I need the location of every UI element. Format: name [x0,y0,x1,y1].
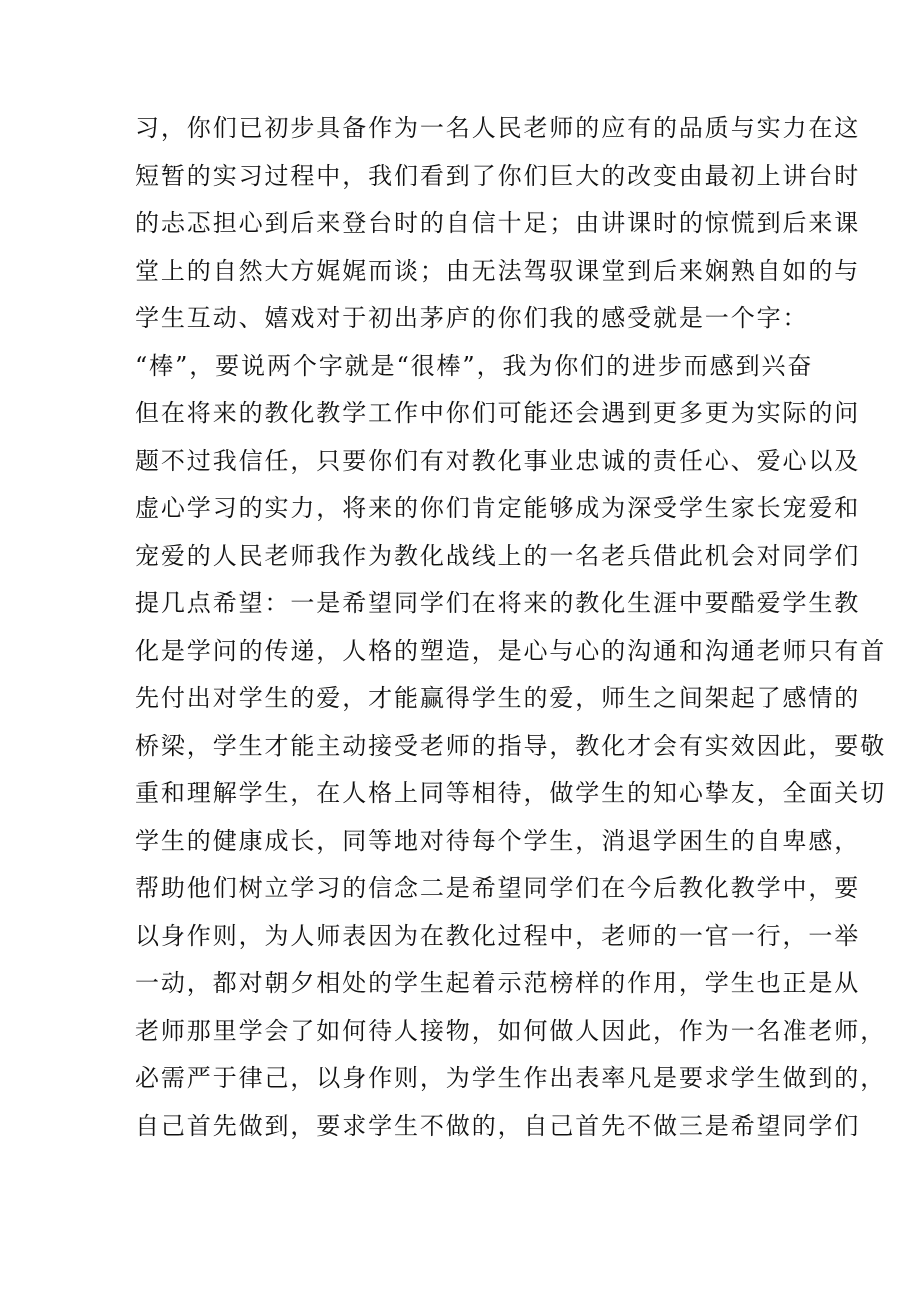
text-line: 化是学问的传递，人格的塑造，是心与心的沟通和沟通老师只有首 [135,636,887,665]
text-line: 宠爱的人民老师我作为教化战线上的一名老兵借此机会对同学们 [135,541,861,570]
text-line: “棒”，要说两个字就是“很棒”，我为你们的进步而感到兴奋 [135,351,814,380]
text-line: 老师那里学会了如何待人接物，如何做人因此，作为一名准老师， [135,1016,887,1045]
text-line: 一动，都对朝夕相处的学生起着示范榜样的作用，学生也正是从 [135,969,861,997]
text-line: 习，你们已初步具备作为一名人民老师的应有的品质与实力在这 [135,114,861,142]
text-line: 帮助他们树立学习的信念二是希望同学们在今后教化教学中，要 [135,874,861,902]
text-line: 堂上的自然大方娓娓而谈；由无法驾驭课堂到后来娴熟自如的与 [135,256,861,285]
body-text [135,105,887,1150]
text-line: 提几点希望：一是希望同学们在将来的教化生涯中要酷爱学生教 [135,589,861,617]
text-line: 先付出对学生的爱，才能赢得学生的爱，师生之间架起了感情的 [135,684,861,712]
text-line: 以身作则，为人师表因为在教化过程中，老师的一官一行，一举 [135,921,861,950]
text-line: 学生的健康成长，同等地对待每个学生，消退学困生的自卑感， [135,826,861,855]
text-line: 题不过我信任，只要你们有对教化事业忠诚的责任心、爱心以及 [135,446,861,475]
text-line: 重和理解学生，在人格上同等相待，做学生的知心挚友，全面关切 [135,779,887,807]
text-line: 必需严于律己，以身作则，为学生作出表率凡是要求学生做到的， [135,1064,887,1092]
text-line: 短暂的实习过程中，我们看到了你们巨大的改变由最初上讲台时 [135,161,861,190]
text-line: 桥梁，学生才能主动接受老师的指导，教化才会有实效因此，要敬 [135,731,887,760]
text-line: 的忐忑担心到后来登台时的自信十足；由讲课时的惊慌到后来课 [135,209,861,237]
text-line: 虚心学习的实力，将来的你们肯定能够成为深受学生家长宠爱和 [135,494,861,522]
text-line: 学生互动、嬉戏对于初出茅庐的你们我的感受就是一个字： [135,304,809,332]
text-line: 但在将来的教化教学工作中你们可能还会遇到更多更为实际的问 [135,399,861,427]
text-line: 自己首先做到，要求学生不做的，自己首先不做三是希望同学们 [135,1111,861,1140]
